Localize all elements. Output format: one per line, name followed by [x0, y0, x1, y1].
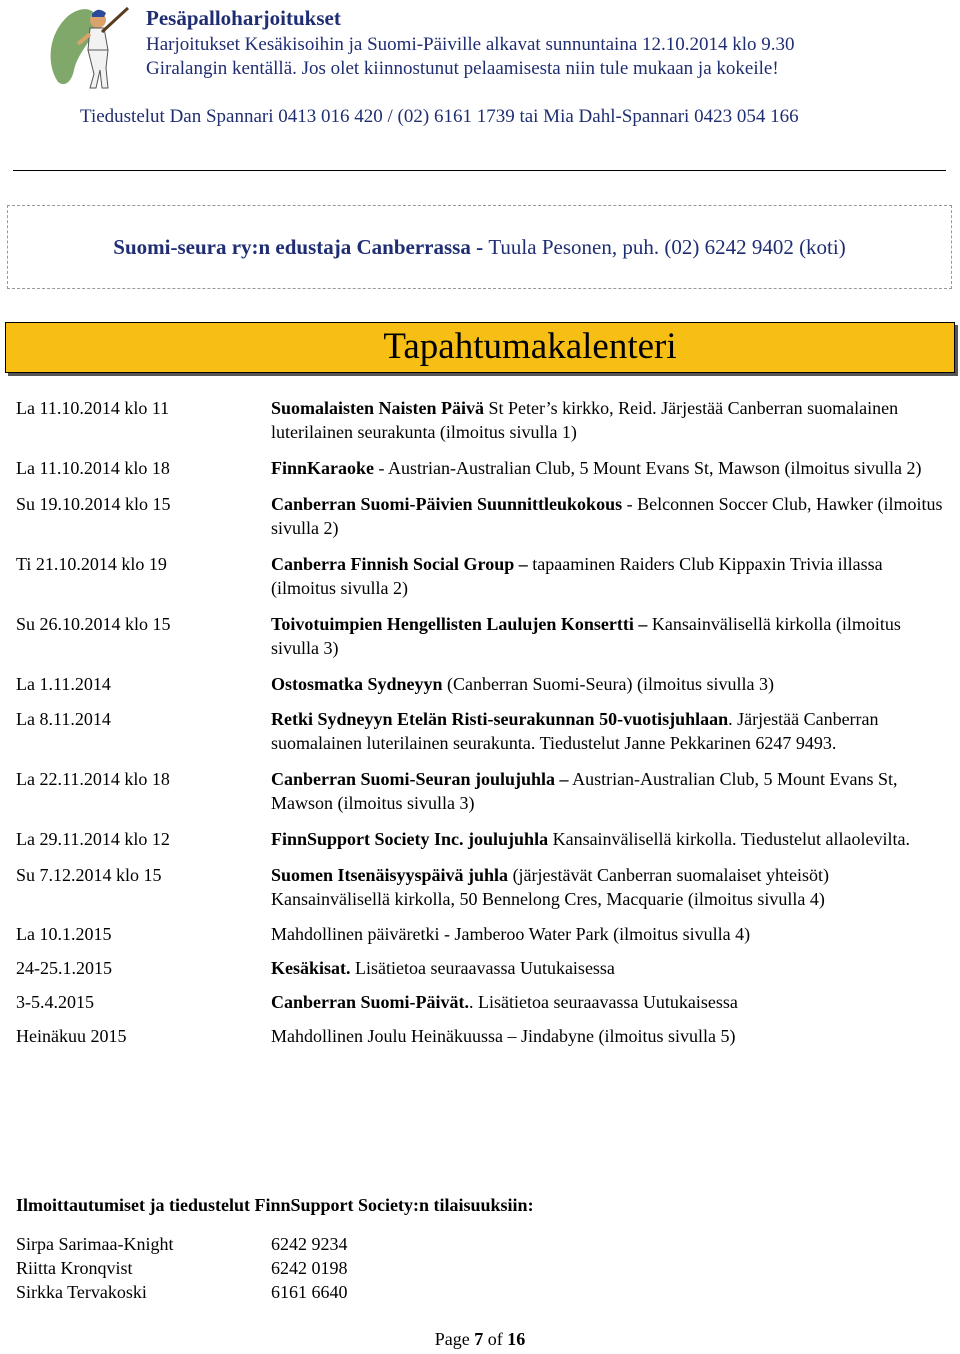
- event-title: Kesäkisat.: [271, 958, 351, 978]
- event-title: FinnSupport Society Inc. joulujuhla: [271, 829, 549, 849]
- event-details: tapaaminen Raiders Club Kippaxin Trivia illassa (ilmoitus sivulla 2): [271, 554, 888, 598]
- event-title: FinnKaraoke: [271, 458, 375, 478]
- event-row: [16, 456, 951, 480]
- header-line-1: Harjoitukset Kesäkisoihin ja Suomi-Päiville alkavat sunnuntaina 12.10.2014 klo 9.30: [146, 34, 795, 55]
- event-date: Su 26.10.2014 klo 15: [16, 614, 171, 634]
- event-list: [16, 396, 951, 1048]
- event-details: Kansainvälisellä kirkolla (ilmoitus sivulla 3): [271, 614, 906, 658]
- event-date: 24-25.1.2015: [16, 958, 112, 978]
- event-details: Kansainvälisellä kirkolla. Tiedustelut allaolevilta.: [548, 829, 911, 849]
- event-row: [16, 956, 951, 980]
- event-row: [16, 990, 951, 1014]
- event-details: (Canberran Suomi-Seura) (ilmoitus sivulla 3): [442, 674, 774, 694]
- event-details: - Austrian-Australian Club, 5 Mount Evans St, Mawson (ilmoitus sivulla 2): [374, 458, 922, 478]
- calendar-banner: [5, 322, 955, 373]
- contact-row: [16, 1280, 348, 1304]
- event-details: . Järjestää Canberran suomalainen luterilainen seurakunta. Tiedustelut Janne Pekkarinen 6247 9493.: [271, 709, 884, 753]
- event-date: Heinäkuu 2015: [16, 1026, 127, 1046]
- event-description: [271, 672, 951, 696]
- event-date: La 11.10.2014 klo 11: [16, 398, 170, 418]
- header-divider: [13, 170, 946, 171]
- event-date: La 8.11.2014: [16, 709, 111, 729]
- event-date: La 1.11.2014: [16, 674, 111, 694]
- event-date: La 11.10.2014 klo 18: [16, 458, 170, 478]
- contact-row: [16, 1256, 348, 1280]
- event-row: [16, 552, 951, 600]
- event-title: Suomen Itsenäisyyspäivä juhla: [271, 865, 509, 885]
- event-row: [16, 767, 951, 815]
- event-date: 3-5.4.2015: [16, 992, 94, 1012]
- event-date: La 10.1.2015: [16, 924, 112, 944]
- event-description: [271, 1024, 951, 1048]
- event-title: Toivotuimpien Hengellisten Laulujen Konsertti –: [271, 614, 648, 634]
- event-title: Retki Sydneyyn Etelän Risti-seurakunnan 50-vuotisjuhlaan: [271, 709, 729, 729]
- page-number: 7: [474, 1329, 484, 1349]
- contact-phone: 6161 6640: [271, 1282, 348, 1302]
- event-date: Ti 21.10.2014 klo 19: [16, 554, 167, 574]
- event-row: [16, 672, 951, 696]
- event-date: Su 19.10.2014 klo 15: [16, 494, 171, 514]
- event-description: [271, 612, 951, 660]
- of-label: of: [487, 1329, 503, 1349]
- event-title: Ostosmatka Sydneyyn: [271, 674, 443, 694]
- contact-phone: 6242 9234: [271, 1234, 348, 1254]
- event-description: [271, 767, 951, 815]
- event-details: St Peter’s kirkko, Reid. Järjestää Canberran suomalainen luterilainen seurakunta (ilmoitus sivulla 1): [271, 398, 903, 442]
- event-title: Suomalaisten Naisten Päivä: [271, 398, 485, 418]
- event-row: [16, 707, 951, 755]
- event-row: [16, 612, 951, 660]
- total-pages: 16: [507, 1329, 526, 1349]
- baseball-player-icon: [38, 4, 138, 90]
- calendar-title: Tapahtumakalenteri: [383, 326, 677, 367]
- event-date: Su 7.12.2014 klo 15: [16, 865, 162, 885]
- event-details: Mahdollinen Joulu Heinäkuussa – Jindabyne (ilmoitus sivulla 5): [271, 1026, 736, 1046]
- event-description: [271, 956, 951, 980]
- event-details: . Lisätietoa seuraavassa Uutukaisessa: [469, 992, 738, 1012]
- event-details: Mahdollinen päiväretki - Jamberoo Water Park (ilmoitus sivulla 4): [271, 924, 751, 944]
- event-title: Canberran Suomi-Seuran joulujuhla –: [271, 769, 569, 789]
- event-title: Canberran Suomi-Päivät.: [271, 992, 469, 1012]
- page-label: Page: [434, 1329, 470, 1349]
- event-details: Lisätietoa seuraavassa Uutukaisessa: [350, 958, 615, 978]
- event-description: [271, 707, 951, 755]
- contact-name: Sirpa Sarimaa-Knight: [16, 1234, 174, 1254]
- header-line-2: Giralangin kentällä. Jos olet kiinnostunut pelaamisesta niin tule mukaan ja kokeile!: [146, 58, 779, 79]
- contact-name: Riitta Kronqvist: [16, 1258, 133, 1278]
- contact-name: Sirkka Tervakoski: [16, 1282, 147, 1302]
- event-description: [271, 922, 951, 946]
- event-description: [271, 492, 951, 540]
- event-details: Austrian-Australian Club, 5 Mount Evans St, Mawson (ilmoitus sivulla 3): [271, 769, 903, 813]
- event-description: [271, 863, 951, 911]
- header-contact: Tiedustelut Dan Spannari 0413 016 420 / (02) 6161 1739 tai Mia Dahl-Spannari 0423 054 166: [80, 106, 799, 127]
- event-description: [271, 456, 951, 480]
- event-date: La 22.11.2014 klo 18: [16, 769, 170, 789]
- event-description: [271, 552, 951, 600]
- event-details: (järjestävät Canberran suomalaiset yhteisöt) Kansainvälisellä kirkolla, 50 Bennelong Cres, Macquarie (ilmoitus sivulla 4): [271, 865, 834, 909]
- event-description: [271, 396, 951, 444]
- registration-heading: Ilmoittautumiset ja tiedustelut FinnSupport Society:n tilaisuuksiin:: [16, 1195, 534, 1215]
- event-title: Canberra Finnish Social Group –: [271, 554, 528, 574]
- event-row: [16, 492, 951, 540]
- header-title: Pesäpalloharjoitukset: [146, 6, 341, 30]
- contact-row: [16, 1232, 348, 1256]
- event-description: [271, 990, 951, 1014]
- event-row: [16, 1024, 951, 1048]
- event-description: [271, 827, 951, 851]
- event-title: Canberran Suomi-Päivien Suunnittleukokous: [271, 494, 623, 514]
- event-details: - Belconnen Soccer Club, Hawker (ilmoitus sivulla 2): [271, 494, 948, 538]
- event-row: [16, 922, 951, 946]
- representative-label: Suomi-seura ry:n edustaja Canberrassa -: [113, 234, 489, 259]
- event-row: [16, 863, 951, 911]
- page-footer: [0, 1329, 960, 1350]
- contact-phone: 6242 0198: [271, 1258, 348, 1278]
- event-row: [16, 827, 951, 851]
- representative-contact: Tuula Pesonen, puh. (02) 6242 9402 (koti): [488, 234, 846, 259]
- event-date: La 29.11.2014 klo 12: [16, 829, 170, 849]
- event-row: [16, 396, 951, 444]
- representative-box: [7, 205, 952, 289]
